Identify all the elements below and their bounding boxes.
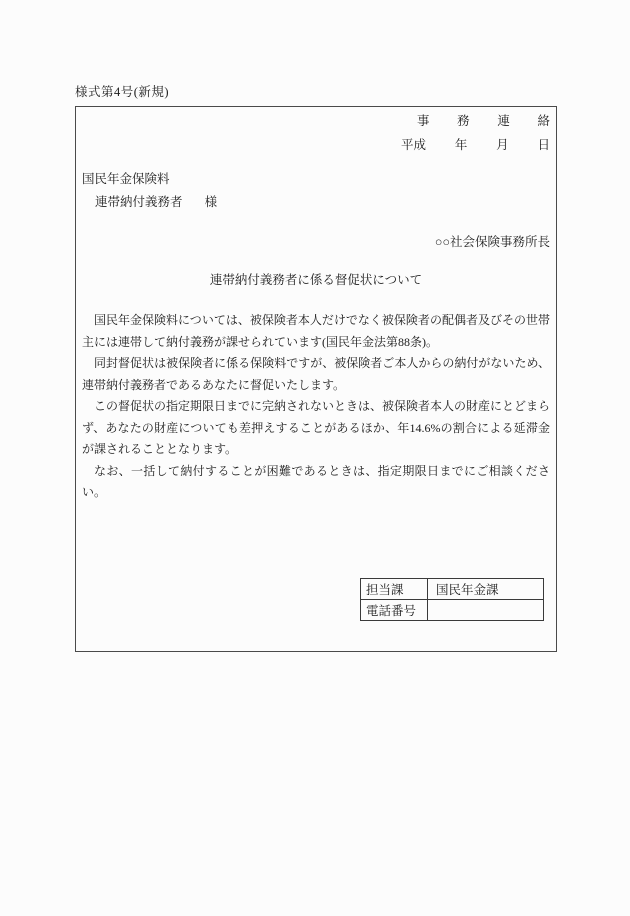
body-paragraph: なお、一括して納付することが困難であるときは、指定期限日までにご相談ください。 bbox=[82, 463, 550, 499]
office-memo-char: 絡 bbox=[537, 114, 550, 128]
office-memo-char: 務 bbox=[457, 114, 470, 128]
recipient-category: 国民年金保険料 bbox=[82, 172, 170, 186]
body-paragraph: この督促状の指定期限日までに完納されないときは、被保険者本人の財産にとどまらず、あなたの財産についても差押えすることがあるほか、年14.6%の割合による延滞金が課されることとなります。 bbox=[82, 399, 551, 456]
letter-body bbox=[82, 310, 550, 504]
phone-value-cell bbox=[428, 600, 544, 621]
year-label: 年 bbox=[454, 138, 468, 152]
department-label-cell: 担当課 bbox=[361, 579, 428, 600]
document-title: 連帯納付義務者に係る督促状について bbox=[209, 273, 423, 287]
department-value-cell: 国民年金課 bbox=[428, 579, 544, 600]
month-label: 月 bbox=[496, 138, 509, 152]
form-number-label: 様式第4号(新規) bbox=[75, 85, 170, 99]
recipient-honorific: 様 bbox=[204, 195, 218, 209]
office-memo-label bbox=[417, 113, 550, 129]
table-row bbox=[361, 600, 544, 621]
office-memo-char: 事 bbox=[417, 114, 430, 128]
contact-info-table bbox=[360, 578, 544, 621]
body-paragraph: 同封督促状は被保険者に係る保険料ですが、被保険者ご本人からの納付がないため、連帯納付義務者であるあなたに督促いたします。 bbox=[82, 356, 550, 392]
sender-name: ○○社会保険事務所長 bbox=[434, 235, 550, 249]
date-line bbox=[401, 137, 550, 153]
office-memo-char: 連 bbox=[497, 114, 510, 128]
day-label: 日 bbox=[537, 138, 550, 152]
body-paragraph: 国民年金保険料については、被保険者本人だけでなく被保険者の配偶者及びその世帯主には連帯して納付義務が課せられています(国民年金法第88条)。 bbox=[82, 313, 550, 349]
era-label: 平成 bbox=[401, 138, 427, 152]
corner-date-block bbox=[401, 113, 550, 153]
recipient-name: 連帯納付義務者 bbox=[95, 195, 183, 209]
phone-label-cell: 電話番号 bbox=[361, 600, 428, 621]
recipient-name-line bbox=[95, 192, 217, 210]
table-row bbox=[361, 579, 544, 600]
letter-border-box bbox=[75, 106, 557, 652]
